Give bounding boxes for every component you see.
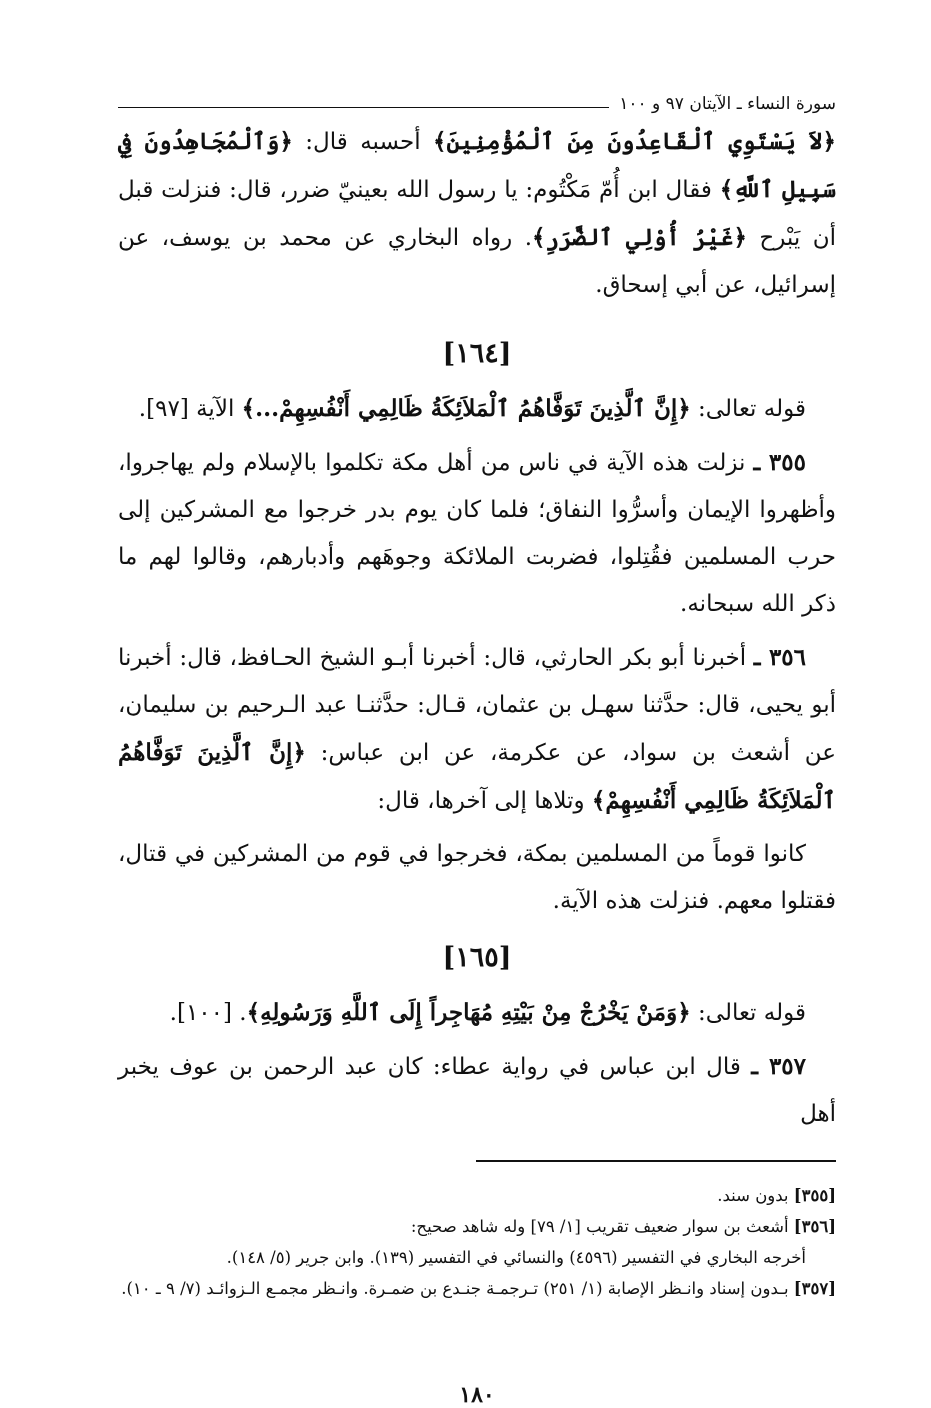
footnote-number: [٣٥٦] bbox=[793, 1217, 836, 1236]
paragraph-continuation bbox=[118, 118, 836, 309]
quran-verse: ﴿غَيْرُ أُوْلِي ٱلضَّرَرِ﴾ bbox=[532, 224, 747, 251]
paragraph-357 bbox=[118, 1043, 836, 1138]
verse-reference: الآية [٩٧]. bbox=[138, 396, 242, 422]
footnote-356 bbox=[118, 1211, 836, 1242]
narration-number: ٣٥٥ ـ bbox=[753, 449, 806, 476]
paragraph-text: أحسبه قال: bbox=[292, 129, 434, 155]
verse-intro-164 bbox=[118, 385, 836, 433]
paragraph-text: . رواه البخاري عن محمد بن يوسف، عن إسرائيل، عن أبي إسحاق. bbox=[118, 225, 836, 298]
paragraph-text: قال ابن عباس في رواية عطاء: كان عبد الرحمن بن عوف يخبر أهل bbox=[118, 1054, 836, 1127]
paragraph-text: وتلاها إلى آخرها، قال: bbox=[377, 788, 592, 814]
paragraph-355 bbox=[118, 439, 836, 628]
paragraph-text: نزلت هذه الآية في ناس من أهل مكة تكلموا بالإسلام ولم يهاجروا، وأظهروا الإيمان وأسرُّوا النفاق؛ فلما كان يوم بدر خرجوا مع المشركين إلى حرب المسلمين فقُتِلوا، فضربت الملائكة وجوهَهم وأدبارهم، وقالوا لهم ما ذكر الله سبحانه. bbox=[118, 450, 836, 617]
book-page bbox=[118, 88, 836, 1408]
footnote-text: بـدون إسناد وانـظر الإصابة (١/ ٢٥١) تـرجمـة جنـدع بن ضمـرة. وانـظر مجمـع الـزوائـد (٧/ ٩ ـ ١٠). bbox=[121, 1279, 794, 1298]
running-header bbox=[118, 88, 836, 114]
intro-text: قوله تعالى: bbox=[690, 396, 806, 422]
footnote-number: [٣٥٥] bbox=[793, 1186, 836, 1205]
section-heading-165: [١٦٥] bbox=[442, 942, 512, 973]
running-head-title: سورة النساء ـ الآيتان ٩٧ و ١٠٠ bbox=[619, 94, 836, 114]
quran-verse: ﴿وَٱلْمُجَاهِدُونَ فِي سَبِيلِ ٱللَّهِ﴾ bbox=[118, 128, 836, 203]
quran-verse: ﴿لاَ يَسْتَوِي ٱلْقَاعِدُونَ مِنَ ٱلْمُؤْمِنِينَ﴾ bbox=[433, 128, 836, 155]
intro-text: قوله تعالى: bbox=[690, 1000, 806, 1026]
footnote-separator bbox=[476, 1160, 836, 1162]
verse-reference: . [١٠٠]. bbox=[169, 1000, 247, 1026]
paragraph-text: فقال ابن أُمّ مَكْتُوم: يا رسول الله بعينيّ ضرر، قال: فنزلت قبل أن يَبْرح bbox=[118, 177, 836, 251]
paragraph-356 bbox=[118, 634, 836, 825]
paragraph-356-continuation: كانوا قوماً من المسلمين بمكة، فخرجوا في قوم من المشركين في قتال، فقتلوا معهم. فنزلت هذه الآية. bbox=[118, 841, 836, 914]
footnote-text: أشعث بن سوار ضعيف تقريب [١/ ٧٩] وله شاهد صحيح: bbox=[410, 1217, 794, 1236]
page-number: ١٨٠ bbox=[459, 1382, 495, 1408]
footnote-text: بدون سند. bbox=[717, 1186, 794, 1205]
quran-verse: ﴿وَمَنْ يَخْرُجْ مِنْ بَيْتِهِ مُهَاجِراً إِلَى ٱللَّهِ وَرَسُولِهِ﴾ bbox=[246, 999, 691, 1026]
main-text bbox=[118, 118, 836, 1304]
quran-verse: ﴿إِنَّ ٱلَّذِينَ تَوَفَّاهُمُ ٱلْمَلاَئِكَةُ ظَالِمِي أَنْفُسِهِمْ﴾ bbox=[118, 739, 836, 814]
footnote-355 bbox=[118, 1180, 836, 1211]
header-rule bbox=[118, 107, 609, 108]
footnote-356-sub: أخرجه البخاري في التفسير (٤٥٩٦) والنسائي في التفسير (١٣٩). وابن جرير (٥/ ١٤٨). bbox=[226, 1248, 806, 1267]
paragraph-text: أخبرنا أبو بكر الحارثي، قال: أخبرنا أبـو الشيخ الحـافظ، قال: أخبرنا أبو يحيى، قال: حدَّثنا سهـل بن عثمان، قـال: حدَّثنـا عبد الـرحيم بن سليمان، عن أشعث بن سواد، عن عكرمة، عن ابن عباس: bbox=[118, 645, 836, 766]
quran-verse: ﴿إِنَّ ٱلَّذِينَ تَوَفَّاهُمُ ٱلْمَلاَئِكَةُ ظَالِمِي أَنْفُسِهِمْ...﴾ bbox=[241, 395, 691, 422]
narration-number: ٣٥٦ ـ bbox=[753, 644, 806, 671]
footnotes bbox=[118, 1180, 836, 1304]
section-heading-164: [١٦٤] bbox=[442, 338, 512, 369]
verse-intro-165 bbox=[118, 989, 836, 1037]
footnote-357 bbox=[118, 1273, 836, 1304]
footnote-number: [٣٥٧] bbox=[793, 1279, 836, 1298]
narration-number: ٣٥٧ ـ bbox=[751, 1053, 807, 1080]
